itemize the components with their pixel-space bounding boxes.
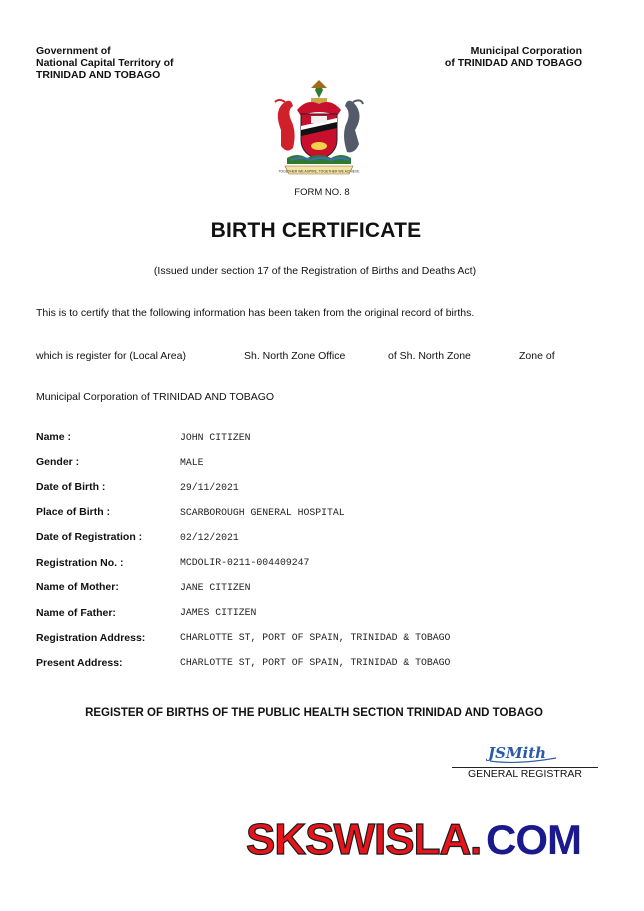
issuer-left (36, 45, 174, 81)
field-value-gender: MALE (180, 457, 204, 468)
field-value-father: JAMES CITIZEN (180, 607, 257, 618)
issuer-left-line: National Capital Territory of (36, 57, 174, 69)
field-label-father: Name of Father: (36, 607, 116, 619)
field-value-dob: 29/11/2021 (180, 482, 239, 493)
issuer-right (445, 45, 582, 69)
registrar-title: GENERAL REGISTRAR (468, 768, 582, 780)
coat-motto: TOGETHER WE ASPIRE, TOGETHER WE ACHIEVE (278, 169, 360, 174)
field-label-registration-no: Registration No. : (36, 557, 124, 569)
signature-icon (486, 740, 562, 766)
field-value-place-of-birth: SCARBOROUGH GENERAL HOSPITAL (180, 507, 345, 518)
zone-of-label: Zone of (519, 350, 555, 362)
field-label-present-address: Present Address: (36, 657, 123, 669)
signature-text: JSMith (488, 744, 547, 762)
certify-statement: This is to certify that the following information has been taken from the original record of births. (36, 307, 475, 319)
issuer-left-line: Government of (36, 45, 111, 57)
field-value-registration-address: CHARLOTTE ST, PORT OF SPAIN, TRINIDAD & TOBAGO (180, 632, 451, 643)
municipal-line: Municipal Corporation of TRINIDAD AND TOBAGO (36, 391, 275, 403)
watermark-logo (246, 808, 626, 868)
field-value-registration-no: MCDOLIR-0211-004409247 (180, 557, 310, 568)
watermark-dot: . (470, 815, 483, 864)
coat-of-arms-icon (267, 80, 371, 178)
issuer-right-line: of TRINIDAD AND TOBAGO (444, 57, 582, 69)
field-label-registration-address: Registration Address: (36, 632, 146, 644)
field-value-present-address: CHARLOTTE ST, PORT OF SPAIN, TRINIDAD & TOBAGO (180, 657, 451, 668)
field-label-gender: Gender : (36, 456, 80, 468)
field-label-place-of-birth: Place of Birth : (36, 506, 111, 518)
local-area-label: which is register for (Local Area) (36, 350, 186, 362)
field-value-name: JOHN CITIZEN (180, 432, 251, 443)
watermark-tld: COM (486, 816, 581, 863)
field-label-name: Name : (36, 431, 72, 443)
issuer-right-line: Municipal Corporation (470, 45, 582, 57)
local-area-zone: of Sh. North Zone (388, 350, 471, 362)
issued-under-note: (Issued under section 17 of the Registration of Births and Deaths Act) (153, 265, 477, 277)
register-footer: REGISTER OF BIRTHS OF THE PUBLIC HEALTH SECTION TRINIDAD AND TOBAGO (85, 707, 543, 719)
page-title: BIRTH CERTIFICATE (210, 219, 422, 242)
field-label-mother: Name of Mother: (36, 581, 119, 593)
local-area-office: Sh. North Zone Office (244, 350, 346, 362)
form-number: FORM NO. 8 (294, 187, 350, 198)
watermark-brand: SKSWISLA (246, 815, 471, 864)
field-label-dob: Date of Birth : (36, 481, 106, 493)
field-label-registration-date: Date of Registration : (36, 531, 143, 543)
issuer-left-line: TRINIDAD AND TOBAGO (36, 69, 161, 81)
field-value-mother: JANE CITIZEN (180, 582, 251, 593)
field-value-registration-date: 02/12/2021 (180, 532, 239, 543)
